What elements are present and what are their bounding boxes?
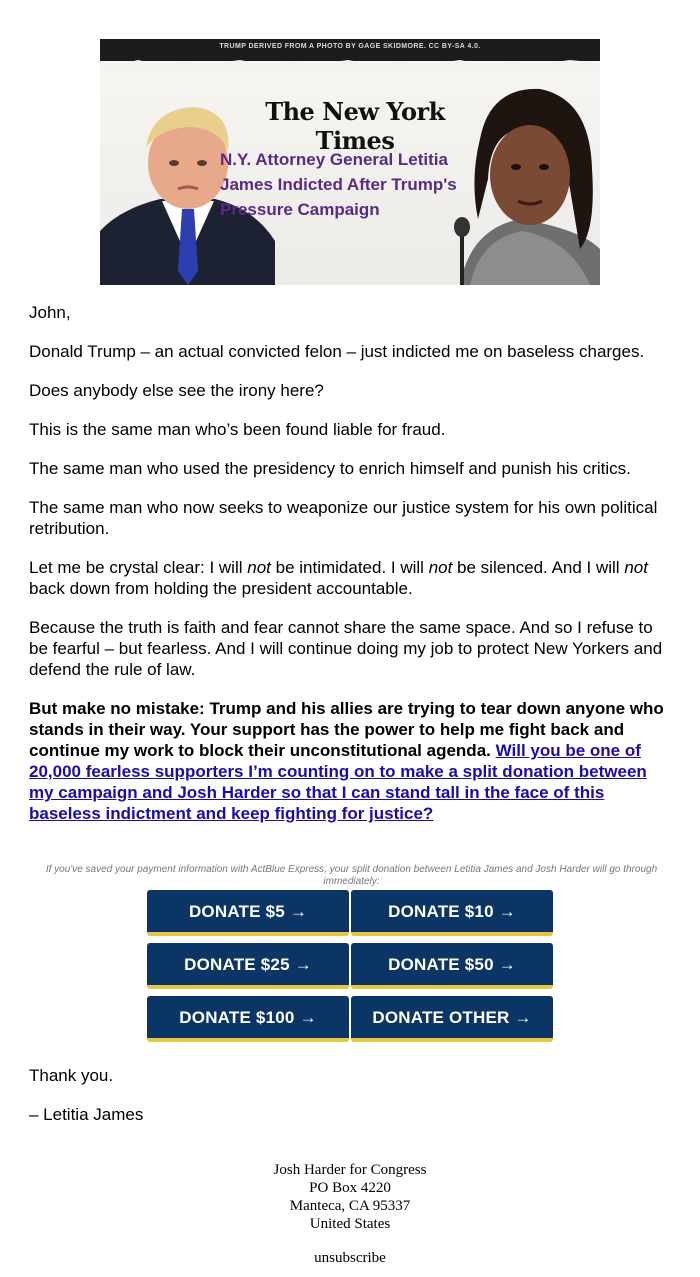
actblue-disclaimer: If you've saved your payment information with ActBlue Express, your split donation between Letitia James and Josh Harder will go through immediately: (45, 864, 658, 887)
donate-10-button[interactable]: DONATE $10 → (351, 890, 553, 936)
greeting: John, (29, 303, 71, 322)
paragraph: The same man who used the presidency to enrich himself and punish his critics. (29, 459, 631, 478)
hero-image (100, 39, 600, 285)
paragraph: Let me be crystal clear: I will not be intimidated. I will not be silenced. And I will not back down from holding the president accountable. (29, 558, 648, 598)
footer-org: Josh Harder for Congress (273, 1162, 427, 1178)
donate-25-button[interactable]: DONATE $25 → (147, 943, 349, 989)
footer-country: United States (309, 1216, 391, 1232)
photo-credit: TRUMP DERIVED FROM A PHOTO BY GAGE SKIDMORE. CC BY-SA 4.0. (100, 39, 600, 61)
footer-address (150, 1161, 550, 1233)
donation-ask-link[interactable]: Will you be one of 20,000 fearless supporters I’m counting on to make a split donation between my campaign and Josh Harder so that I can stand tall in the face of this baseless indictment and keep fighting for justice? (29, 741, 647, 823)
thank-you: Thank you. (29, 1066, 114, 1085)
hero-headline: N.Y. Attorney General Letitia James Indicted After Trump's Pressure Campaign (220, 150, 457, 219)
donate-other-button[interactable]: DONATE OTHER → (351, 996, 553, 1042)
paragraph: This is the same man who’s been found liable for fraud. (29, 420, 446, 439)
donate-50-button[interactable]: DONATE $50 → (351, 943, 553, 989)
footer-address-line: PO Box 4220 (309, 1180, 391, 1196)
paragraph: Because the truth is faith and fear cannot share the same space. And so I refuse to be fearful – but fearless. And I will continue doing my job to protect New Yorkers and defend the rule of law. (29, 618, 663, 679)
donate-100-button[interactable]: DONATE $100 → (147, 996, 349, 1042)
nyt-masthead: The New York Times (265, 97, 445, 155)
paragraph: Donald Trump – an actual convicted felon – just indicted me on baseless charges. (29, 342, 645, 361)
call-to-action-paragraph: But make no mistake: Trump and his allies are trying to tear down anyone who stands in their way. Your support has the power to help me fight back and continue my work to block their unconstitutional agenda. Will you be one of 20,000 fearless supporters I’m counting on to make a split donation between my campaign and Josh Harder so that I can stand tall in the face of this baseless indictment and keep fighting for justice? (29, 699, 664, 823)
paragraph: Does anybody else see the irony here? (29, 381, 324, 400)
email-body (29, 302, 674, 842)
paragraph: The same man who now seeks to weaponize our justice system for his own political retribution. (29, 498, 658, 538)
footer-address-line: Manteca, CA 95337 (289, 1198, 411, 1214)
signature: – Letitia James (29, 1105, 144, 1124)
donate-5-button[interactable]: DONATE $5 → (147, 890, 349, 936)
torn-paper-edge (100, 55, 600, 69)
unsubscribe-link[interactable]: unsubscribe (314, 1250, 386, 1266)
